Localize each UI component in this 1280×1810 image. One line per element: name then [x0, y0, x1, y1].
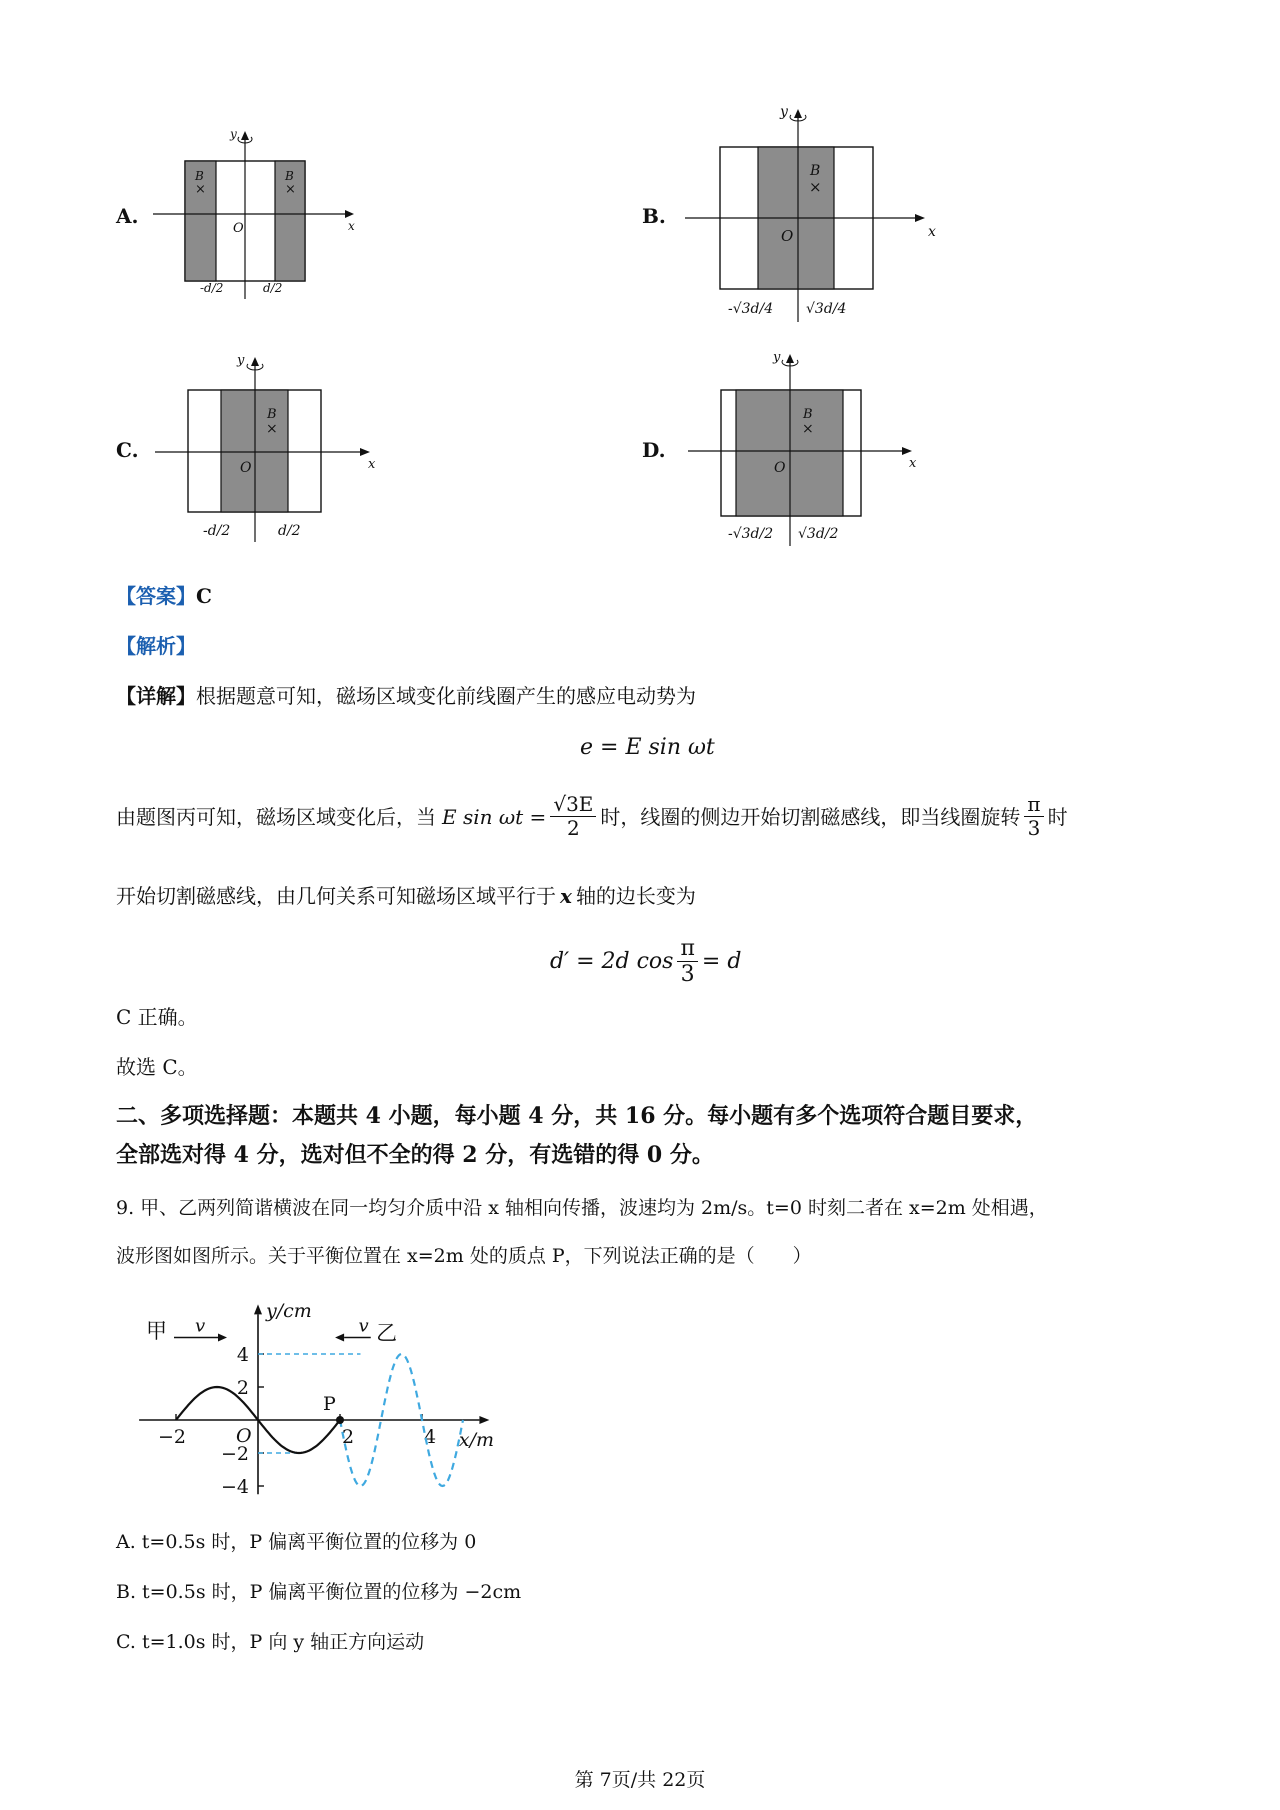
detail-text: 时	[1047, 804, 1068, 829]
fraction-pi-over-3: $\frac{\pi}{3}$	[1024, 793, 1043, 840]
x-tick-label: 2	[341, 1426, 355, 1448]
point-p-label: P	[323, 1393, 336, 1415]
x-axis-label: x/m	[458, 1429, 495, 1451]
fraction-sqrt3e-over-2: $\frac{√3E}{2}$	[550, 793, 596, 840]
answer-value: C	[196, 584, 212, 608]
axis-y-label: y	[237, 353, 245, 368]
velocity-arrow-yi-head	[335, 1334, 344, 1342]
detail-text: 由题图丙可知，磁场区域变化后，当	[116, 804, 436, 829]
axis-y-label: y	[780, 104, 788, 120]
section-heading	[116, 1097, 1037, 1174]
y-tick-label: 4	[236, 1344, 249, 1366]
axis-x-label: x	[928, 224, 936, 240]
conclusion-text: C 正确。	[116, 1005, 198, 1029]
field-label: B	[285, 169, 294, 183]
y-tick-label: −4	[220, 1476, 249, 1498]
equation-1: e = E sin ωt	[580, 735, 715, 760]
velocity-arrow-jia-head	[218, 1334, 227, 1342]
q9-line-1: 9. 甲、乙两列简谐横波在同一均匀介质中沿 x 轴相向传播，波速均为 2m/s。t=0 时刻二者在 x=2m 处相遇，	[116, 1197, 1048, 1219]
cross-symbol: ×	[802, 421, 814, 437]
wave-graph	[115, 1282, 545, 1522]
option-d-label: D.	[642, 438, 666, 462]
detail-text: 根据题意可知，磁场区域变化前线圈产生的感应电动势为	[196, 684, 696, 708]
tick-left: -d/2	[203, 523, 231, 539]
inline-equation: E sin ωt =	[442, 804, 547, 829]
option-c-diagram	[150, 352, 390, 552]
section-line-1: 二、多项选择题：本题共 4 小题，每小题 4 分，共 16 分。每小题有多个选项符合题目要求，	[116, 1103, 1038, 1129]
field-label: B	[803, 407, 813, 422]
cross-symbol: ×	[195, 182, 206, 197]
velocity-label-jia: v	[195, 1315, 206, 1337]
detail-text: 时，线圈的侧边开始切割磁感线，即当线圈旋转	[600, 804, 1021, 829]
wave-jia-label: 甲	[146, 1319, 167, 1344]
option-b-label: B.	[642, 204, 666, 228]
tick-right: √3d/2	[798, 526, 839, 542]
x-axis-arrow	[479, 1416, 489, 1424]
field-label: B	[195, 169, 204, 183]
axis-x-label: x	[909, 456, 917, 471]
tick-right: d/2	[278, 523, 301, 539]
equation-2: d′ = 2d cos $\frac{\pi}{3}$ = d	[550, 936, 742, 988]
y-tick-label: 2	[236, 1377, 249, 1399]
tick-right: d/2	[263, 281, 283, 295]
cross-symbol: ×	[809, 178, 822, 196]
origin-label: O	[774, 460, 786, 476]
answer-tag: 【答案】	[116, 584, 196, 608]
q9-line-2: 波形图如图所示。关于平衡位置在 x=2m 处的质点 P，下列说法正确的是（ ）	[116, 1245, 812, 1267]
axis-y-label: y	[230, 127, 237, 141]
option-d-diagram	[680, 346, 950, 556]
point-p	[336, 1416, 344, 1424]
cross-symbol: ×	[285, 182, 296, 197]
tick-left: -√3d/4	[728, 301, 774, 317]
axis-y-label: y	[773, 350, 781, 365]
cross-symbol: ×	[266, 421, 278, 437]
tick-left: -d/2	[200, 281, 224, 295]
y-axis-arrow	[254, 1304, 262, 1314]
origin-label: O	[233, 221, 244, 236]
tick-left: -√3d/2	[728, 526, 774, 542]
tick-right: √3d/4	[806, 301, 847, 317]
detail-line-3: 开始切割磁感线，由几何关系可知磁场区域平行于 x 轴的边长变为	[116, 884, 696, 908]
axis-x-label: x	[348, 219, 355, 233]
origin-label: O	[781, 227, 794, 245]
option-a-label: A.	[116, 204, 139, 228]
origin-label: O	[236, 1425, 252, 1447]
q9-option-b: B. t=0.5s 时，P 偏离平衡位置的位移为 −2cm	[116, 1581, 522, 1603]
detail-line-1	[116, 683, 696, 709]
axis-x-label: x	[368, 457, 376, 472]
y-tick-label: −2	[220, 1443, 249, 1465]
origin-label: O	[240, 460, 252, 476]
fraction-pi-over-3: $\frac{\pi}{3}$	[677, 936, 697, 988]
option-b-diagram	[670, 100, 950, 330]
y-axis-label: y/cm	[266, 1299, 312, 1322]
q9-option-c: C. t=1.0s 时，P 向 y 轴正方向运动	[116, 1631, 425, 1653]
choose-text: 故选 C。	[116, 1055, 198, 1079]
analysis-tag: 【解析】	[116, 634, 196, 658]
field-label: B	[810, 163, 821, 179]
section-line-2: 全部选对得 4 分，选对但不全的得 2 分，有选错的得 0 分。	[116, 1141, 714, 1168]
option-a-diagram	[150, 124, 370, 304]
x-tick-label: −2	[157, 1426, 187, 1448]
field-label: B	[267, 407, 277, 422]
x-tick-label: 4	[423, 1426, 437, 1448]
detail-line-2	[116, 793, 1068, 840]
option-c-label: C.	[116, 438, 139, 462]
velocity-label-yi: v	[358, 1315, 369, 1337]
detail-tag: 【详解】	[116, 684, 196, 708]
page-footer: 第 7页/共 22页	[574, 1769, 706, 1791]
answer-line	[116, 583, 212, 609]
wave-yi-label: 乙	[376, 1321, 398, 1346]
q9-option-a: A. t=0.5s 时，P 偏离平衡位置的位移为 0	[116, 1531, 477, 1553]
